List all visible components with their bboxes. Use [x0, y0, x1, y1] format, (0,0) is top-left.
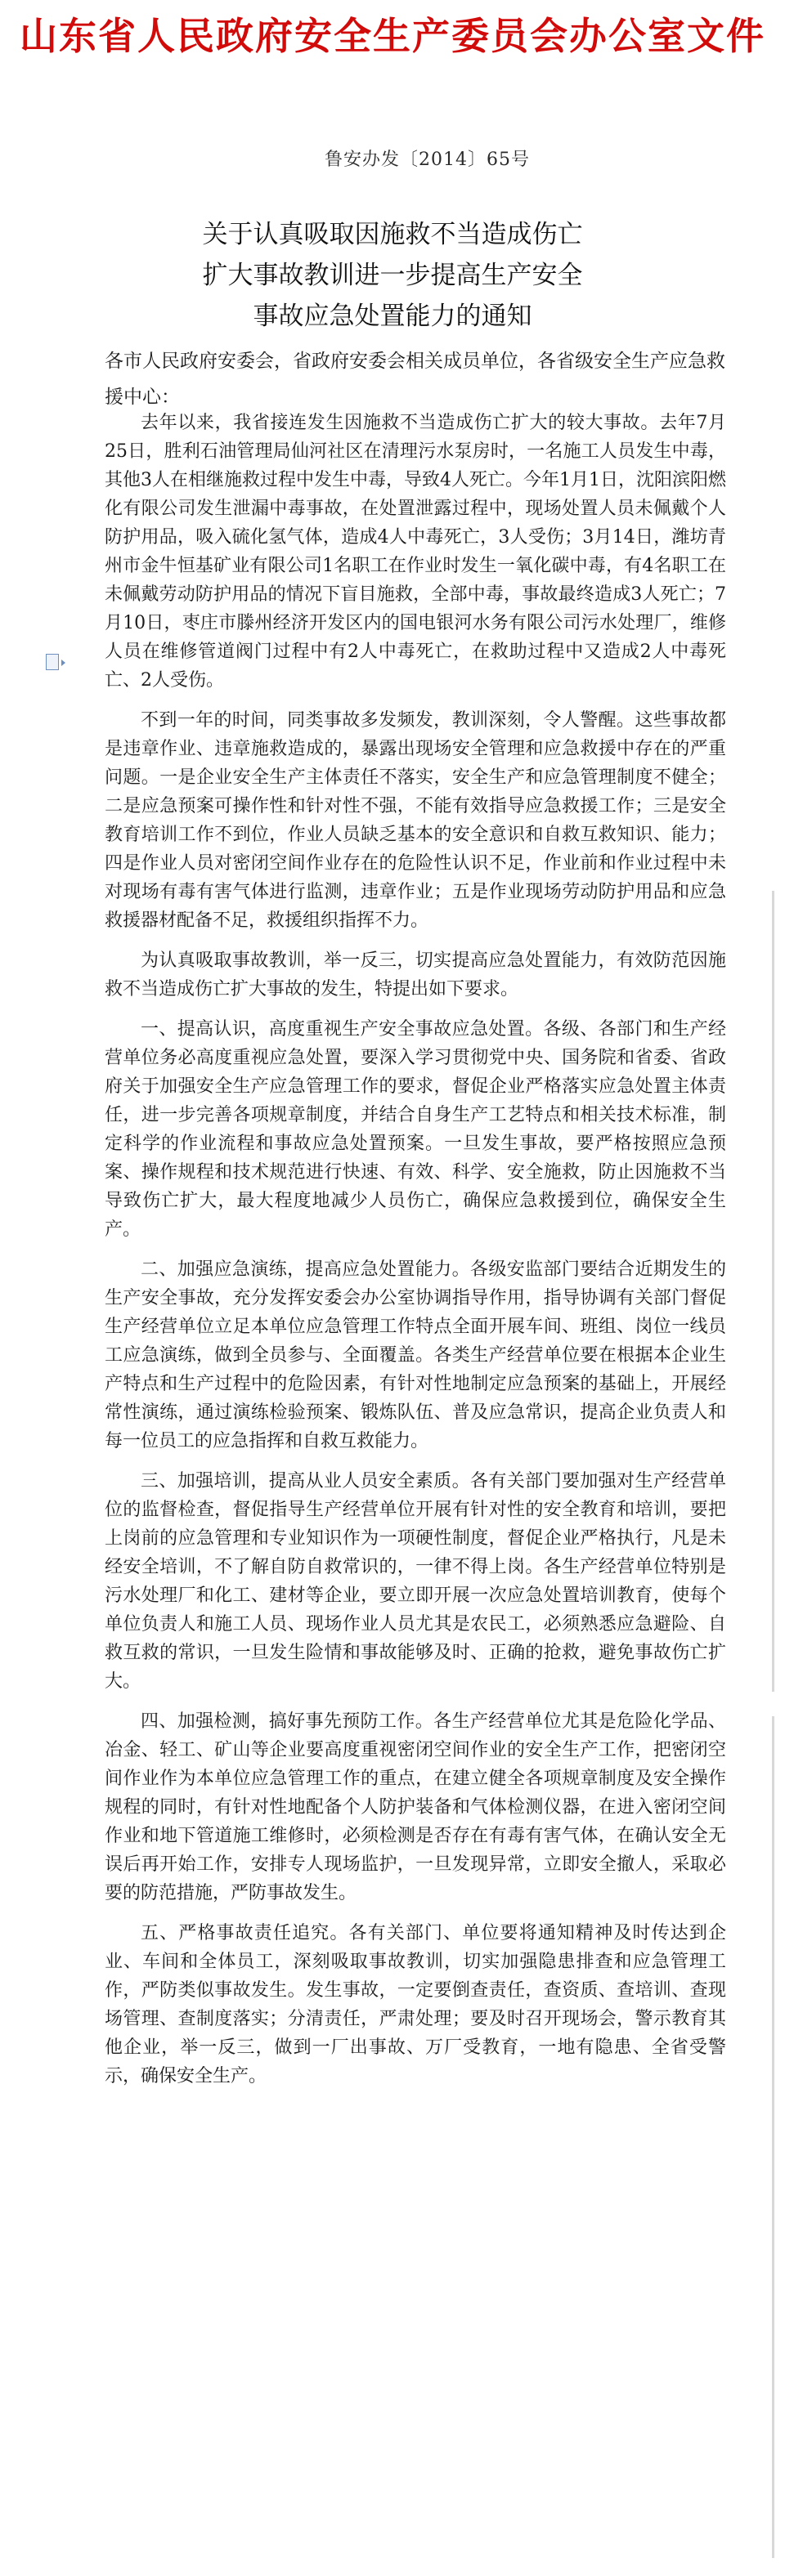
title-line: 扩大事故教训进一步提高生产安全 — [202, 261, 583, 290]
title-line: 关于认真吸取因施救不当造成伤亡 — [202, 220, 583, 249]
paragraph-requirement-2: 二、加强应急演练，提高应急处置能力。各级安监部门要结合近期发生的生产安全事故，充分发挥安委会办公室协调指导作用，指导协调有关部门督促生产经营单位立足本单位应急管理工作特点全面开展车间、班组、岗位一线员工应急演练，做到全员参与、全面覆盖。各类生产经营单位要在根据本企业生产特点和生产过程中的危险因素，有针对性地制定应急预案的基础上，开展经常性演练，通过演练检验预案、锻炼队伍、普及应急常识，提高企业负责人和每一位员工的应急指挥和自救互救能力。 — [105, 1259, 726, 1451]
page-edge-rule — [772, 891, 774, 1692]
addressee: 各市人民政府安委会，省政府安委会相关成员单位，各省级安全生产应急救援中心： — [105, 351, 725, 408]
document-number: 鲁安办发〔2014〕65号 — [325, 150, 530, 170]
document-body — [105, 409, 726, 2102]
paragraph-requirement-4: 四、加强检测，搞好事先预防工作。各生产经营单位尤其是危险化学品、冶金、轻工、矿山等企业要高度重视密闭空间作业的安全生产工作，把密闭空间作业作为本单位应急管理工作的重点，在建立健全各项规章制度及安全操作规程的同时，有针对性地配备个人防护装备和气体检测仪器，在进入密闭空间作业和地下管道施工维修时，必须检测是否存在有毒有害气体，在确认安全无误后再开始工作，安排专人现场监护，一旦发现异常，立即安全撤人，采取必要的防范措施，严防事故发生。 — [105, 1711, 726, 1903]
page-edge-rule — [772, 1716, 774, 2558]
paragraph-requirement-1: 一、提高认识，高度重视生产安全事故应急处置。各级、各部门和生产经营单位务必高度重视应急处置，要深入学习贯彻党中央、国务院和省委、省政府关于加强安全生产应急管理工作的要求，督促企业严格落实应急处置主体责任，进一步完善各项规章制度，并结合自身生产工艺特点和相关技术标准，制定科学的作业流程和事故应急处置预案。一旦发生事故，要严格按照应急预案、操作规程和技术规范进行快速、有效、科学、安全施救，防止因施救不当导致伤亡扩大，最大程度地减少人员伤亡，确保应急救援到位，确保安全生产。 — [105, 1019, 726, 1240]
paragraph-requirement-3: 三、加强培训，提高从业人员安全素质。各有关部门要加强对生产经营单位的监督检查，督促指导生产经营单位开展有针对性的安全教育和培训，要把上岗前的应急管理和专业知识作为一项硬性制度，督促企业严格执行，凡是未经安全培训，不了解自防自救常识的，一律不得上岗。各生产经营单位特别是污水处理厂和化工、建材等企业，要立即开展一次应急处置培训教育，使每个单位负责人和施工人员、现场作业人员尤其是农民工，必须熟悉应急避险、自救互救的常识，一旦发生险情和事故能够及时、正确的抢救，避免事故伤亡扩大。 — [105, 1471, 726, 1692]
paragraph-problems: 不到一年的时间，同类事故多发频发，教训深刻，令人警醒。这些事故都是违章作业、违章施救造成的，暴露出现场安全管理和应急救援中存在的严重问题。一是企业安全生产主体责任不落实，安全生产和应急管理制度不健全；二是应急预案可操作性和针对性不强，不能有效指导应急救援工作；三是安全教育培训工作不到位，作业人员缺乏基本的安全意识和自救互救知识、能力；四是作业人员对密闭空间作业存在的危险性认识不足，作业前和作业过程中未对现场有毒有害气体进行监测，违章作业；五是作业现场劳动防护用品和应急救援器材配备不足，救援组织指挥不力。 — [105, 710, 726, 931]
page-bottom-margin — [0, 2560, 785, 2576]
document-title — [0, 214, 785, 337]
paragraph-purpose: 为认真吸取事故教训，举一反三，切实提高应急处置能力，有效防范因施救不当造成伤亡扩大事故的发生，特提出如下要求。 — [105, 950, 726, 1000]
paragraph-background: 去年以来，我省接连发生因施救不当造成伤亡扩大的较大事故。去年7月25日，胜利石油管理局仙河社区在清理污水泵房时，一名施工人员发生中毒，其他3人在相继施救过程中发生中毒，导致4人死亡。今年1月1日，沈阳滨阳燃化有限公司发生泄漏中毒事故，在处置泄露过程中，现场处置人员未佩戴个人防护用品，吸入硫化氢气体，造成4人中毒死亡，3人受伤；3月14日，潍坊青州市金牛恒基矿业有限公司1名职工在作业时发生一氧化碳中毒，有4名职工在未佩戴劳动防护用品的情况下盲目施救，全部中毒，事故最终造成3人死亡；7月10日，枣庄市滕州经济开发区内的国电银河水务有限公司污水处理厂，维修人员在维修管道阀门过程中有2人中毒死亡，在救助过程中又造成2人中毒死亡、2人受伤。 — [105, 413, 726, 691]
paragraph-requirement-5: 五、严格事故责任追究。各有关部门、单位要将通知精神及时传达到企业、车间和全体员工，深刻吸取事故教训，切实加强隐患排查和应急管理工作，严防类似事故发生。发生事故，一定要倒查责任，查资质、查培训、查现场管理、查制度落实；分清责任，严肃处理；要及时召开现场会，警示教育其他企业，举一反三，做到一厂出事故、万厂受教育，一地有隐患、全省受警示，确保安全生产。 — [105, 1923, 726, 2086]
document-masthead: 山东省人民政府安全生产委员会办公室文件 — [20, 14, 765, 58]
title-line: 事故应急处置能力的通知 — [253, 302, 532, 331]
document-margin-icon — [46, 654, 59, 670]
